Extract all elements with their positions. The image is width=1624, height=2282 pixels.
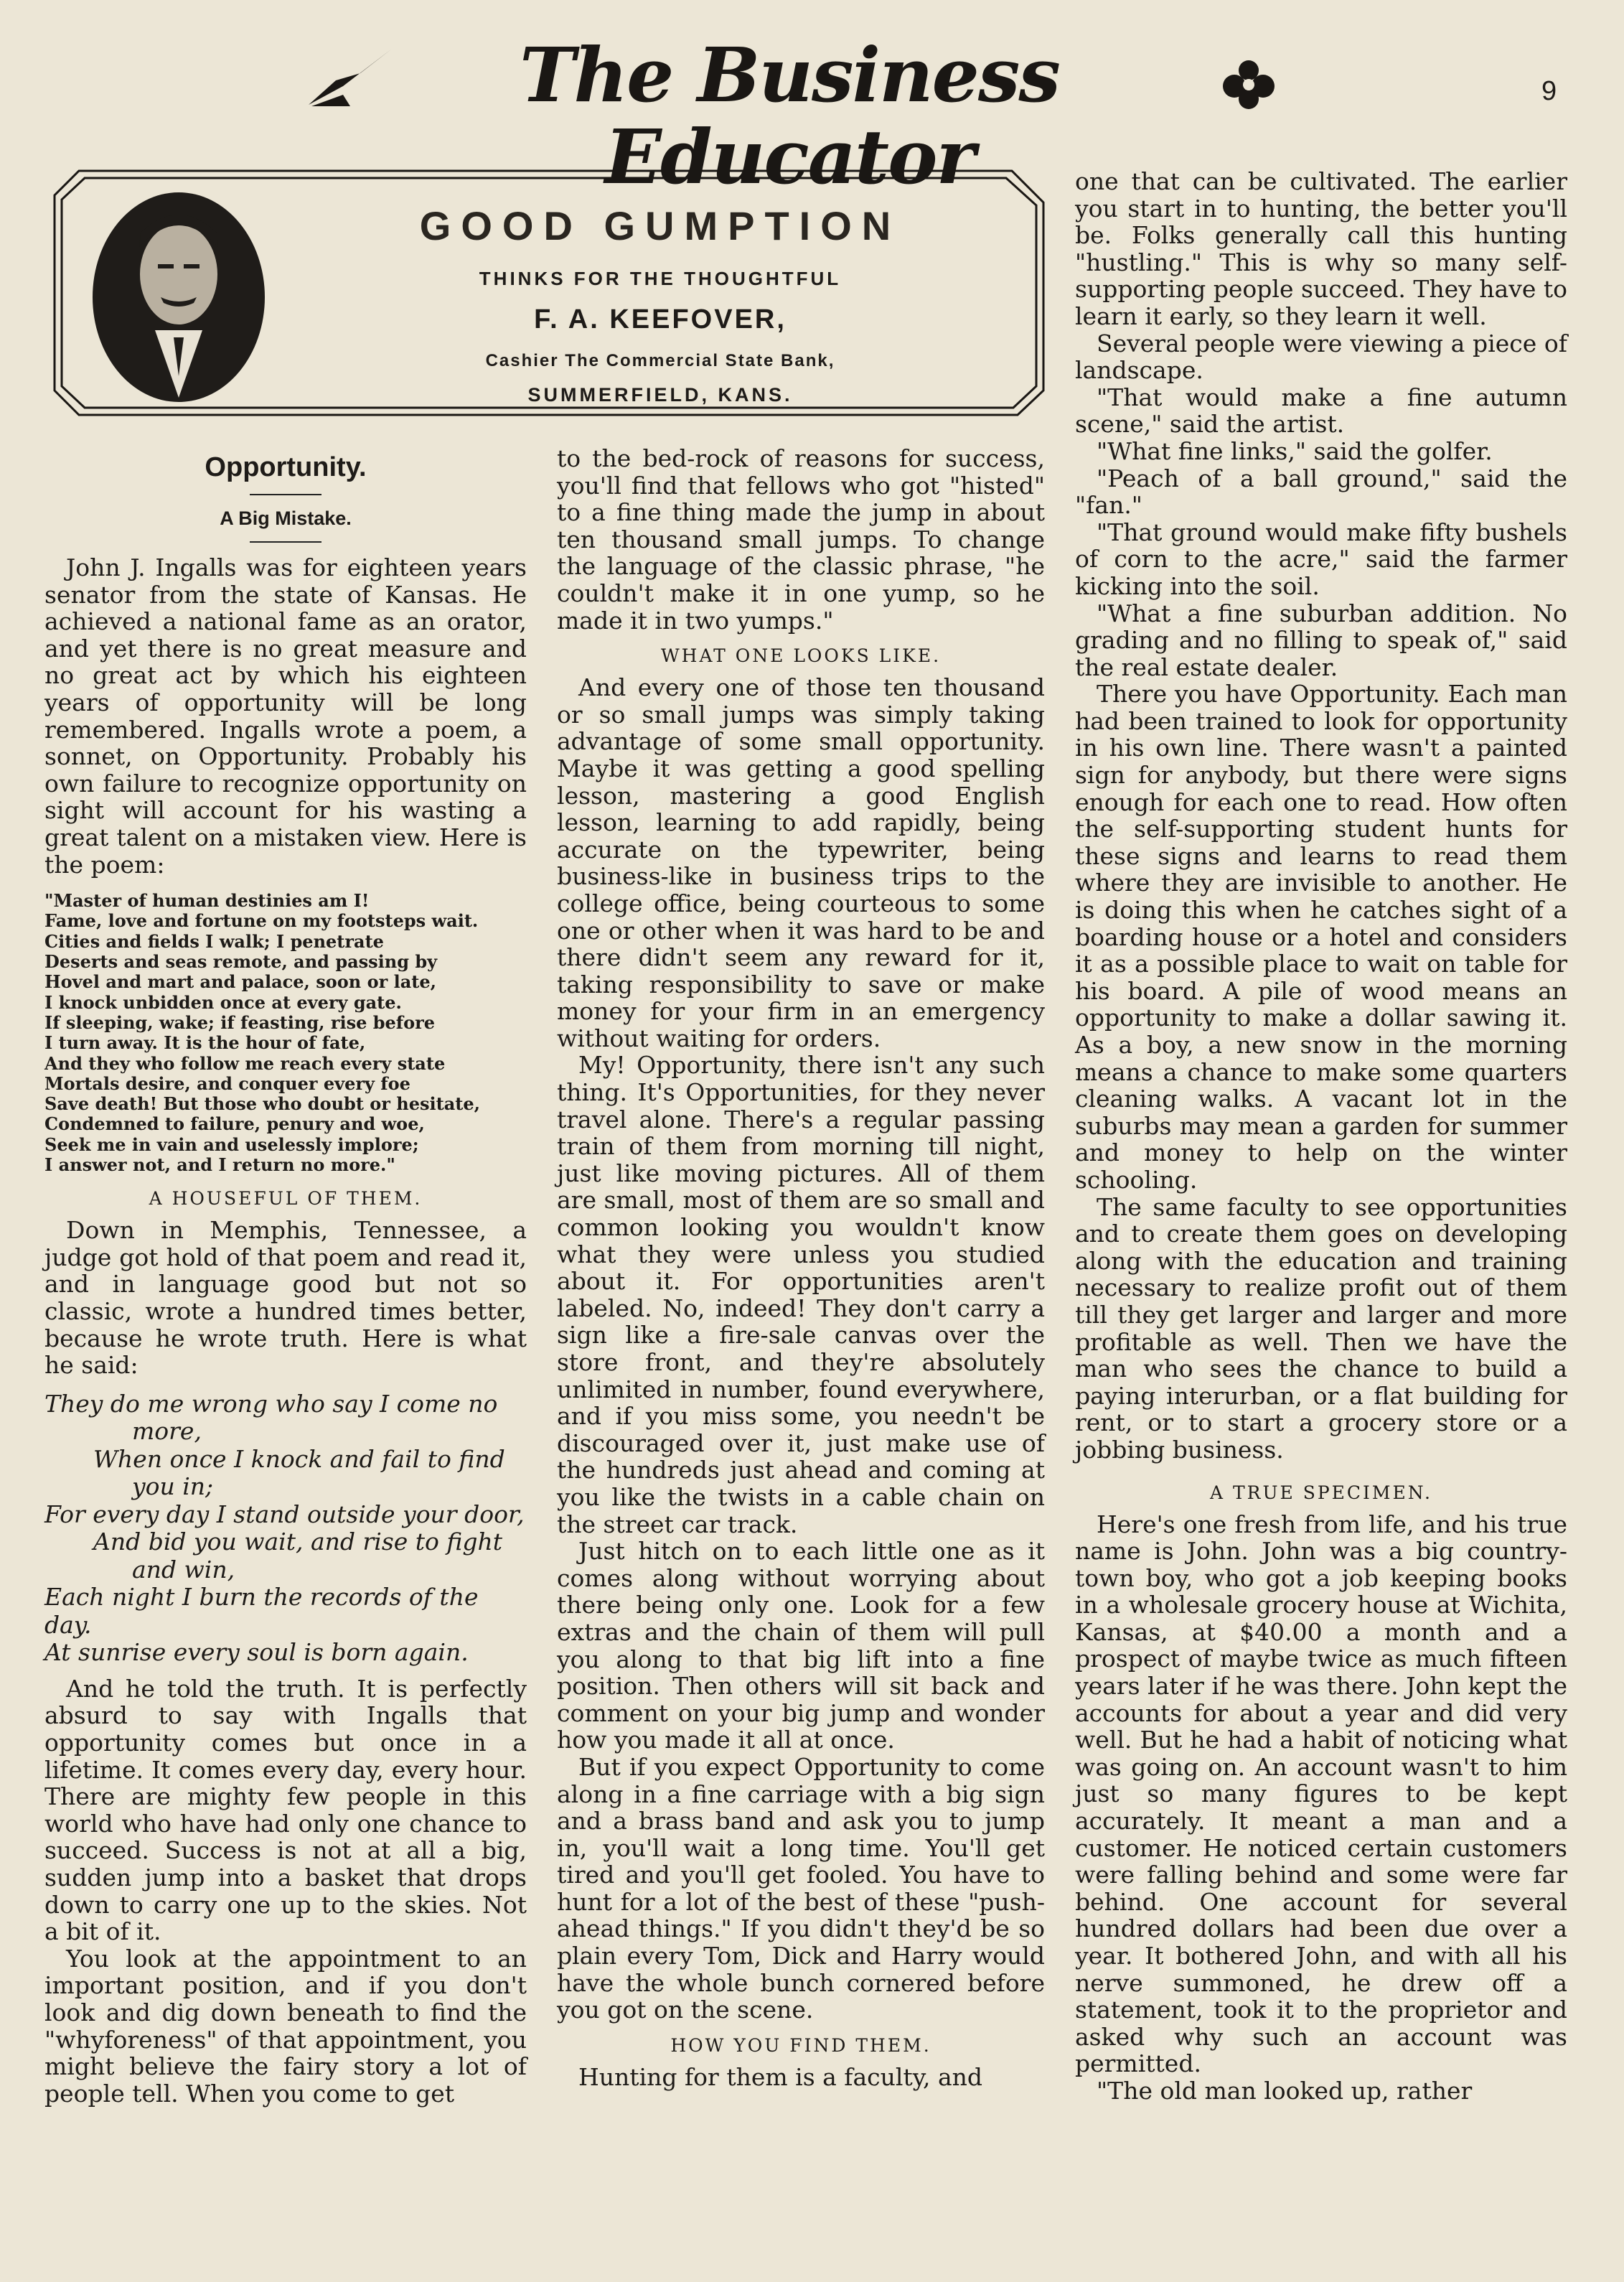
poem-line: and win, (132, 1555, 235, 1584)
section-heading-houseful: A HOUSEFUL OF THEM. (149, 1188, 423, 1210)
column-title: GOOD GUMPTION (419, 203, 901, 248)
poem-line: Condemned to failure, penury and woe, (44, 1113, 425, 1135)
paragraph: My! Opportunity, there isn't any such thing. It's Opportunities, for they never travel alone. There's a regular passing train of them from morning till night, just like moving pictures. All of them are small, most of them are so small and common looking you wouldn't know what they were unless you studied about it. For opportunities aren't labeled. No, indeed! They don't carry a sign like a fire-sale canvas over the store front, and they're absolutely unlimited in number, found everywhere, and if you miss some, you needn't be discouraged over it, just make use of the hundreds just ahead and coming at you like the twists in a cable chain on the street car track. (557, 1051, 1046, 1538)
col3-paragraphs-a (1075, 168, 1567, 1464)
poem-line: Save death! But those who doubt or hesitate, (44, 1093, 480, 1115)
poem-line: more, (132, 1417, 202, 1446)
column-subtitle: THINKS FOR THE THOUGHTFUL (479, 268, 842, 289)
paragraph: to the bed-rock of reasons for success, you'll find that fellows who got "histed" to a fine thing made the jump in about ten thousand small jumps. To change the language of the classic phrase, "he couldn't make it in one yump, so he made it in two yumps." (557, 444, 1045, 635)
column-header-box (50, 167, 1046, 419)
paragraph: "The old man looked up, rather (1097, 2076, 1473, 2105)
poem-line: And bid you wait, and rise to fight (93, 1528, 503, 1556)
paragraph: You look at the appointment to an important position, and if you don't look and dig down beneath to find the "whyforeness" of that appointment, you might believe the fairy story a lot of people tell. When you come to get (44, 1944, 527, 2108)
poem-line: Seek me in vain and uselessly implore; (44, 1133, 419, 1155)
col2-paragraphs-a (557, 445, 1045, 634)
ingalls-poem (44, 891, 527, 1175)
poem-line: Hovel and mart and palace, soon or late, (44, 971, 436, 993)
poem-line: For every day I stand outside your door, (44, 1500, 525, 1528)
paragraph: "What fine links," said the golfer. (1097, 436, 1493, 465)
poem-line: Fame, love and fortune on my footsteps wait. (44, 910, 479, 932)
section-heading-find-them: HOW YOU FIND THEM. (670, 2034, 931, 2056)
paragraph: John J. Ingalls was for eighteen years senator from the state of Kansas. He achieved a national fame as an orator, and yet there is no great measure and no great act by which his eighteen years of opportunity will be long remembered. Ingalls wrote a poem, a sonnet, on Opportunity. Probably his own failure to recognize opportunity on sight will account for his wasting a great talent on a mistaken view. Here is the poem: (44, 553, 527, 879)
col1-paragraphs-b (44, 1217, 527, 1379)
paragraph: Just hitch on to each little one as it comes along without worrying about there being only one. Look for a few extras and the chain of them will pull you along to that big lift into a fine position. Then others will sit back and comment on your big jump and wonder how you made it all at once. (557, 1537, 1045, 1754)
ornament-icon (1220, 55, 1277, 112)
paragraph: "That would make a fine autumn scene," said the artist. (1075, 383, 1567, 439)
paragraph: "What a fine suburban addition. No grading and no filling to speak of," said the real estate dealer. (1075, 599, 1567, 681)
paragraph: There you have Opportunity. Each man had been trained to look for opportunity in his own line. There wasn't a painted sign for anybody, but there were signs enough for each one to read. How often the self-supporting student hunts for these signs and learns to read them where they are invisible to another. He is doing this when he catches sight of a boarding house or a hotel and considers it as a possible place to wait on table for his board. A pile of wood means an opportunity to make a dollar sawing it. As a boy, a new snow in the morning means a chance to make some quarters cleaning walks. A vacant lot in the suburbs may mean a garden for summer and money to help on the winter schooling. (1075, 680, 1567, 1194)
poem-line: Cities and fields I walk; I penetrate (44, 930, 384, 952)
col2-paragraphs-b (557, 674, 1045, 2024)
paragraph: Here's one fresh from life, and his true name is John. John was a big country-town boy, who got a job keeping books in a wholesale grocery house at Wichita, Kansas, at $40.00 a month and a prospect of maybe twice as much fifteen years later if he was there. John kept the accounts for about a year and did very well. But he had a habit of noticing what was going on. An account wasn't to him just so many figures to be kept accurately. It meant a man and a customer. He noticed certain customers were falling behind and some were far behind. One account for several hundred dollars had been due over a year. It bothered John, and with all his nerve summoned, he drew off a statement, took it to the proprietor and asked why such an account was permitted. (1075, 1510, 1567, 2078)
section-heading-looks-like: WHAT ONE LOOKS LIKE. (660, 645, 942, 667)
paragraph: Hunting for them is a faculty, and (578, 2062, 983, 2091)
paragraph: Several people were viewing a piece of landscape. (1075, 329, 1567, 385)
col1-paragraphs-a (44, 554, 527, 878)
memphis-poem (44, 1390, 527, 1667)
article-title: Opportunity. (205, 452, 367, 482)
author-portrait (89, 190, 268, 405)
page-number: 9 (1541, 76, 1557, 106)
poem-line: I turn away. It is the hour of fate, (44, 1032, 366, 1054)
poem-line: you in; (132, 1472, 214, 1501)
paragraph: But if you expect Opportunity to come along in a fine carriage with a big sign and a brass band and ask you to jump in, you'll wait a long time. You'll get tired and you'll get fooled. You have to hunt for a lot of the best of these "push-ahead things." If you didn't they'd be so plain every Tom, Dick and Harry would have the whole bunch cornered before you got on the scene. (557, 1752, 1045, 2024)
subtitle-rule (250, 541, 321, 543)
masthead-title: The Business Educator (520, 31, 1059, 202)
author-location: SUMMERFIELD, KANS. (527, 384, 793, 406)
author-position: Cashier The Commercial State Bank, (485, 351, 835, 370)
col3-paragraphs-b (1075, 1511, 1567, 2105)
paragraph: one that can be cultivated. The earlier you start in to hunting, the better you'll be. Folks generally call this hunting "hustling." This is why so many self-supporting people succeed. They have to learn it early, so they learn it well. (1075, 167, 1567, 330)
title-rule (250, 494, 321, 495)
col1-paragraphs-c (44, 1675, 527, 2108)
column-1 (44, 452, 527, 2107)
section-heading-true-specimen: A TRUE SPECIMEN. (1209, 1482, 1433, 1503)
masthead (0, 0, 1624, 202)
column-header-text (294, 202, 1026, 406)
article-subtitle: A Big Mistake. (220, 508, 352, 529)
poem-line: They do me wrong who say I come no (44, 1389, 498, 1418)
poem-line: I knock unbidden once at every gate. (44, 991, 402, 1013)
poem-line: Mortals desire, and conquer every foe (44, 1072, 410, 1094)
poem-line: I answer not, and I return no more." (44, 1154, 395, 1175)
paragraph: Down in Memphis, Tennessee, a judge got hold of that poem and read it, and in language good but not so classic, wrote a hundred times better, because he wrote truth. Here is what he said: (44, 1216, 527, 1380)
paragraph: And he told the truth. It is perfectly absurd to say with Ingalls that opportunity comes but once in a lifetime. It comes every day, every hour. There are mighty few people in this world who have had only one chance to succeed. Success is not at all a big, sudden jump into a basket that drops down to carry one up to the skies. Not a bit of it. (44, 1674, 527, 1946)
col2-paragraphs-c (557, 2064, 1045, 2091)
paragraph: The same faculty to see opportunities and to create them goes on developing along with the education and training necessary to realize profit out of them till they get larger and larger and more profitable as well. Then we have the man who sees the chance to build a paying interurban, or a flat building for rent, or to start a grocery store or a jobbing business. (1075, 1192, 1567, 1464)
poem-line: And they who follow me reach every state (44, 1052, 446, 1074)
poem-line: When once I knock and fail to find (93, 1444, 505, 1473)
poem-line: Deserts and seas remote, and passing by (44, 951, 438, 973)
poem-line: If sleeping, wake; if feasting, rise before (44, 1011, 436, 1033)
paragraph: And every one of those ten thousand or so small jumps was simply taking advantage of some small opportunity. Maybe it was getting a good spelling lesson, mastering a good English lesson, learning to add rapidly, being accurate on the typewriter, being business-like in business trips to the college office, being courteous to some one or other when it was hard to be and there didn't seem any reward for it, taking responsibility to save or make money for your firm in an emergency without waiting for orders. (557, 673, 1045, 1052)
author-name: F. A. KEEFOVER, (534, 304, 787, 335)
poem-line: At sunrise every soul is born again. (44, 1638, 469, 1667)
column-2 (557, 445, 1045, 2090)
poem-line: Each night I burn the records of the day. (44, 1583, 479, 1639)
column-3 (1075, 168, 1567, 2105)
paragraph: "Peach of a ball ground," said the "fan." (1075, 464, 1567, 520)
quill-pen-icon (307, 45, 393, 109)
paragraph: "That ground would make fifty bushels of corn to the acre," said the farmer kicking into the soil. (1075, 518, 1567, 600)
poem-line: "Master of human destinies am I! (44, 890, 370, 912)
